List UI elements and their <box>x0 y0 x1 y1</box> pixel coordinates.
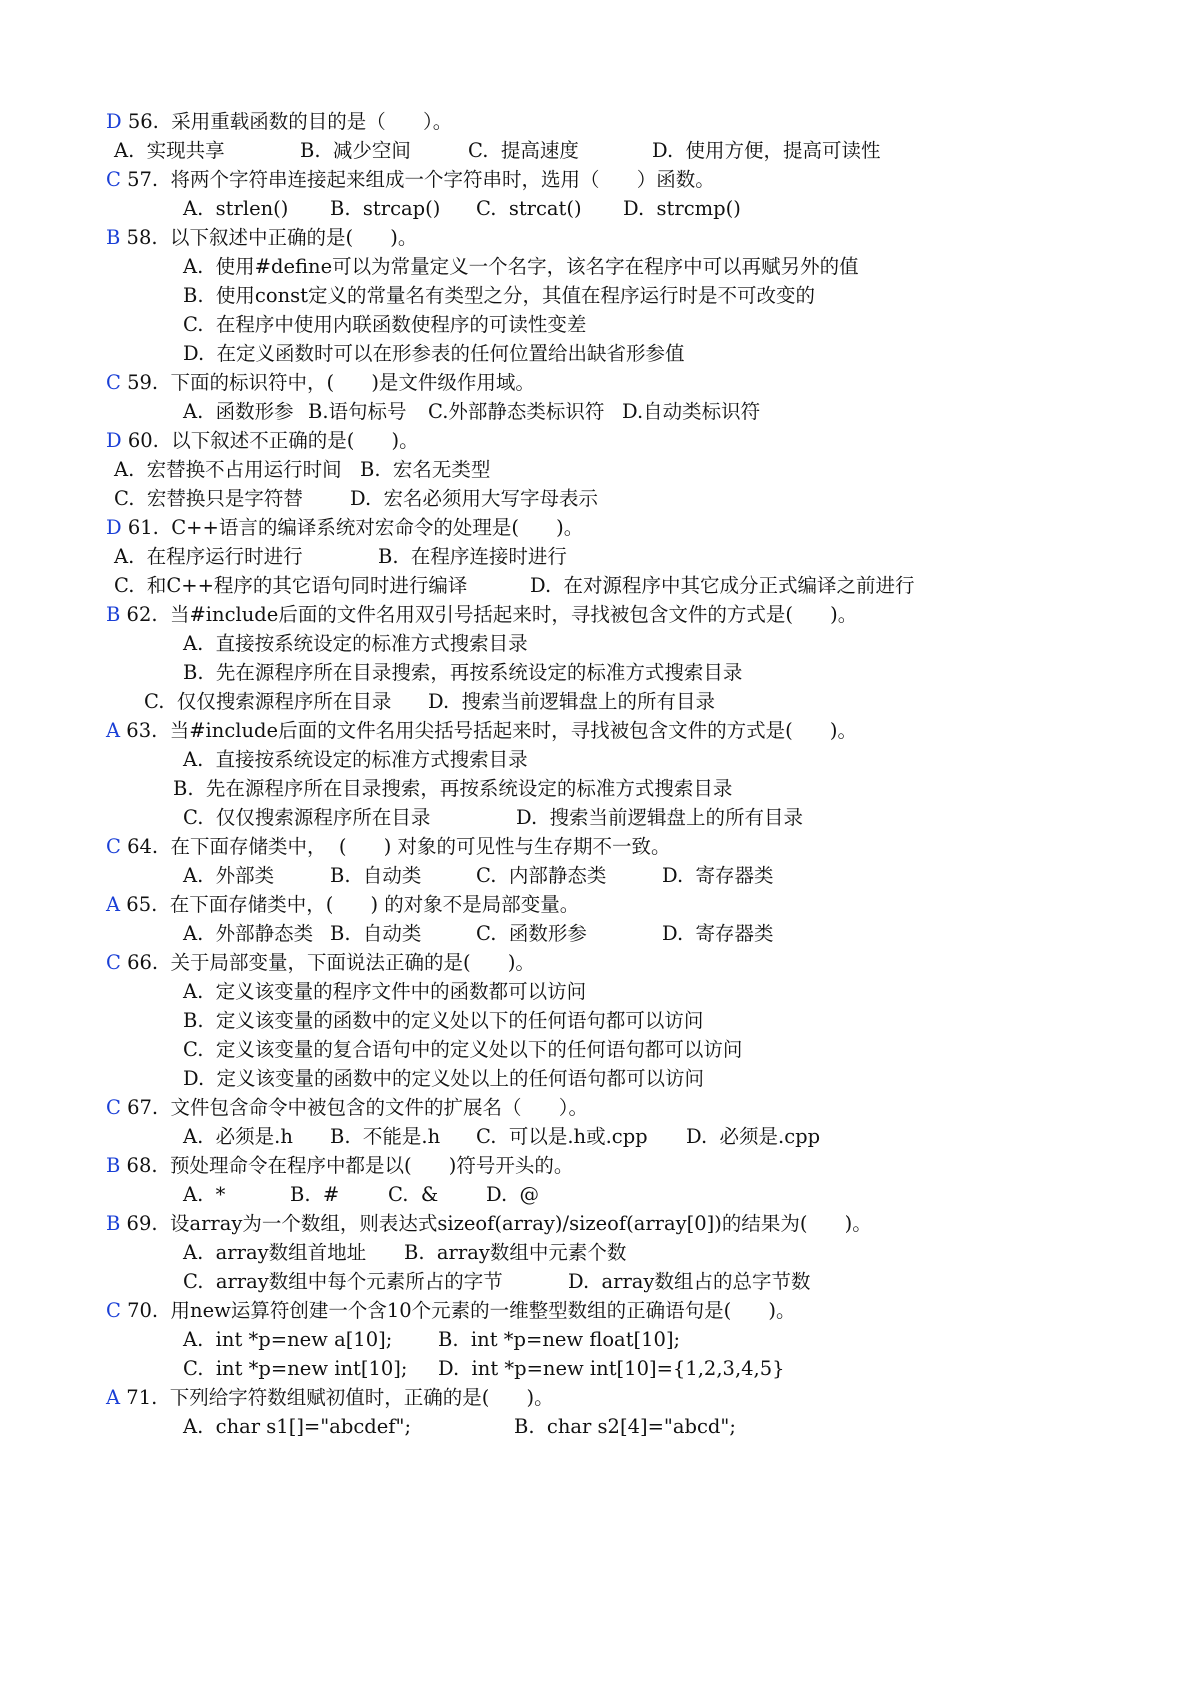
answer-option: A. 实现共享 <box>114 139 225 162</box>
answer-letter: D <box>106 429 122 452</box>
answer-letter: C <box>106 835 121 858</box>
answer-option: B. # <box>290 1183 340 1206</box>
answer-option: A. 在程序运行时进行 <box>114 545 303 568</box>
answer-option: D. 宏名必须用大写字母表示 <box>350 487 599 510</box>
answer-option: D. 搜索当前逻辑盘上的所有目录 <box>516 806 804 829</box>
answer-option: D. @ <box>486 1183 540 1206</box>
answer-option: A. char s1[]="abcdef"; <box>183 1415 412 1438</box>
question-stem <box>106 601 857 629</box>
answer-option: D. 在对源程序中其它成分正式编译之前进行 <box>530 574 915 597</box>
answer-option: C. 内部静态类 <box>476 864 607 887</box>
answer-letter: C <box>106 371 121 394</box>
question-stem <box>106 1210 872 1238</box>
question-text: 62. 当#include后面的文件名用双引号括起来时，寻找被包含文件的方式是( )。 <box>120 603 858 626</box>
answer-option: B. 减少空间 <box>300 139 411 162</box>
answer-letter: C <box>106 1299 121 1322</box>
question-stem <box>106 833 671 861</box>
answer-option: B. 不能是.h <box>330 1125 441 1148</box>
question-text: 68. 预处理命令在程序中都是以( )符号开头的。 <box>120 1154 574 1177</box>
question-stem <box>106 514 583 542</box>
answer-letter: D <box>106 516 122 539</box>
answer-option: A. int *p=new a[10]; <box>183 1328 393 1351</box>
answer-option: B. 在程序连接时进行 <box>378 545 567 568</box>
question-stem <box>106 1297 796 1325</box>
answer-option: C. strcat() <box>476 197 582 220</box>
answer-option: C. 宏替换只是字符替 <box>114 487 303 510</box>
answer-option: D. 寄存器类 <box>662 864 774 887</box>
answer-option: A. 定义该变量的程序文件中的函数都可以访问 <box>183 980 587 1003</box>
question-text: 63. 当#include后面的文件名用尖括号括起来时，寻找被包含文件的方式是( )。 <box>120 719 857 742</box>
question-text: 59. 下面的标识符中，( )是文件级作用域。 <box>120 371 535 394</box>
question-stem <box>106 108 452 136</box>
answer-option: B.语句标号 <box>308 400 407 423</box>
answer-option: C. 和C++程序的其它语句同时进行编译 <box>114 574 468 597</box>
question-stem <box>106 427 419 455</box>
answer-letter: A <box>106 719 121 742</box>
answer-option: C. 仅仅搜索源程序所在目录 <box>183 806 431 829</box>
answer-letter: B <box>106 226 121 249</box>
question-text: 57. 将两个字符串连接起来组成一个字符串时，选用（ ）函数。 <box>120 168 715 191</box>
answer-letter: C <box>106 951 121 974</box>
answer-option: C. int *p=new int[10]; <box>183 1357 408 1380</box>
question-stem <box>106 1384 554 1412</box>
answer-option: C. 提高速度 <box>468 139 579 162</box>
answer-option: D. strcmp() <box>623 197 741 220</box>
answer-option: C. 函数形参 <box>476 922 587 945</box>
question-stem <box>106 1094 588 1122</box>
answer-option: B. array数组中元素个数 <box>404 1241 627 1264</box>
question-text: 58. 以下叙述中正确的是( )。 <box>120 226 418 249</box>
question-text: 56. 采用重载函数的目的是（ ）。 <box>121 110 453 133</box>
answer-letter: C <box>106 168 121 191</box>
answer-option: C. & <box>388 1183 439 1206</box>
answer-option: D. array数组占的总字节数 <box>568 1270 811 1293</box>
question-text: 66. 关于局部变量，下面说法正确的是( )。 <box>120 951 535 974</box>
answer-letter: A <box>106 1386 121 1409</box>
answer-option: B. 先在源程序所在目录搜索，再按系统设定的标准方式搜索目录 <box>183 661 743 684</box>
answer-option: A. array数组首地址 <box>183 1241 367 1264</box>
answer-option: C. 可以是.h或.cpp <box>476 1125 648 1148</box>
question-stem <box>106 369 535 397</box>
answer-option: A. 外部静态类 <box>183 922 314 945</box>
answer-option: A. 函数形参 <box>183 400 294 423</box>
question-stem <box>106 1152 573 1180</box>
answer-option: B. 先在源程序所在目录搜索，再按系统设定的标准方式搜索目录 <box>173 777 733 800</box>
answer-option: A. 使用#define可以为常量定义一个名字，该名字在程序中可以再赋另外的值 <box>183 255 859 278</box>
answer-option: D. 定义该变量的函数中的定义处以上的任何语句都可以访问 <box>183 1067 705 1090</box>
answer-option: B. int *p=new float[10]; <box>438 1328 681 1351</box>
answer-option: C. 定义该变量的复合语句中的定义处以下的任何语句都可以访问 <box>183 1038 743 1061</box>
answer-option: B. 定义该变量的函数中的定义处以下的任何语句都可以访问 <box>183 1009 704 1032</box>
answer-option: A. * <box>183 1183 226 1206</box>
answer-option: B. strcap() <box>330 197 441 220</box>
answer-option: C. array数组中每个元素所占的字节 <box>183 1270 503 1293</box>
answer-option: A. 直接按系统设定的标准方式搜索目录 <box>183 632 528 655</box>
answer-option: C. 在程序中使用内联函数使程序的可读性变差 <box>183 313 587 336</box>
answer-option: B. 宏名无类型 <box>360 458 491 481</box>
question-stem <box>106 717 857 745</box>
answer-option: C. 仅仅搜索源程序所在目录 <box>144 690 392 713</box>
question-text: 65. 在下面存储类中，( ) 的对象不是局部变量。 <box>120 893 580 916</box>
answer-option: A. 宏替换不占用运行时间 <box>114 458 342 481</box>
question-text: 60. 以下叙述不正确的是( )。 <box>121 429 419 452</box>
answer-option: B. 自动类 <box>330 922 422 945</box>
answer-letter: B <box>106 1212 121 1235</box>
answer-option: D. 必须是.cpp <box>686 1125 821 1148</box>
question-text: 70. 用new运算符创建一个含10个元素的一维整型数组的正确语句是( )。 <box>120 1299 796 1322</box>
question-text: 61. C++语言的编译系统对宏命令的处理是( )。 <box>121 516 584 539</box>
question-stem <box>106 166 715 194</box>
answer-letter: A <box>106 893 121 916</box>
answer-letter: D <box>106 110 122 133</box>
answer-option: B. char s2[4]="abcd"; <box>514 1415 736 1438</box>
answer-letter: B <box>106 603 121 626</box>
answer-option: A. 必须是.h <box>183 1125 293 1148</box>
answer-option: A. 外部类 <box>183 864 275 887</box>
question-text: 64. 在下面存储类中， ( ) 对象的可见性与生存期不一致。 <box>120 835 671 858</box>
answer-option: B. 使用const定义的常量名有类型之分，其值在程序运行时是不可改变的 <box>183 284 815 307</box>
answer-option: A. 直接按系统设定的标准方式搜索目录 <box>183 748 528 771</box>
answer-option: B. 自动类 <box>330 864 422 887</box>
question-stem <box>106 949 535 977</box>
answer-option: D. 搜索当前逻辑盘上的所有目录 <box>428 690 716 713</box>
answer-option: C.外部静态类标识符 <box>428 400 605 423</box>
question-text: 71. 下列给字符数组赋初值时，正确的是( )。 <box>120 1386 554 1409</box>
answer-option: D. 寄存器类 <box>662 922 774 945</box>
answer-letter: B <box>106 1154 121 1177</box>
answer-option: D. 使用方便，提高可读性 <box>652 139 881 162</box>
question-text: 67. 文件包含命令中被包含的文件的扩展名（ ）。 <box>120 1096 588 1119</box>
answer-letter: C <box>106 1096 121 1119</box>
question-stem <box>106 224 417 252</box>
answer-option: D.自动类标识符 <box>622 400 761 423</box>
answer-option: A. strlen() <box>183 197 289 220</box>
question-text: 69. 设array为一个数组，则表达式sizeof(array)/sizeof(array[0])的结果为( )。 <box>120 1212 872 1235</box>
answer-option: D. 在定义函数时可以在形参表的任何位置给出缺省形参值 <box>183 342 685 365</box>
answer-option: D. int *p=new int[10]={1,2,3,4,5} <box>438 1357 785 1380</box>
question-stem <box>106 891 579 919</box>
